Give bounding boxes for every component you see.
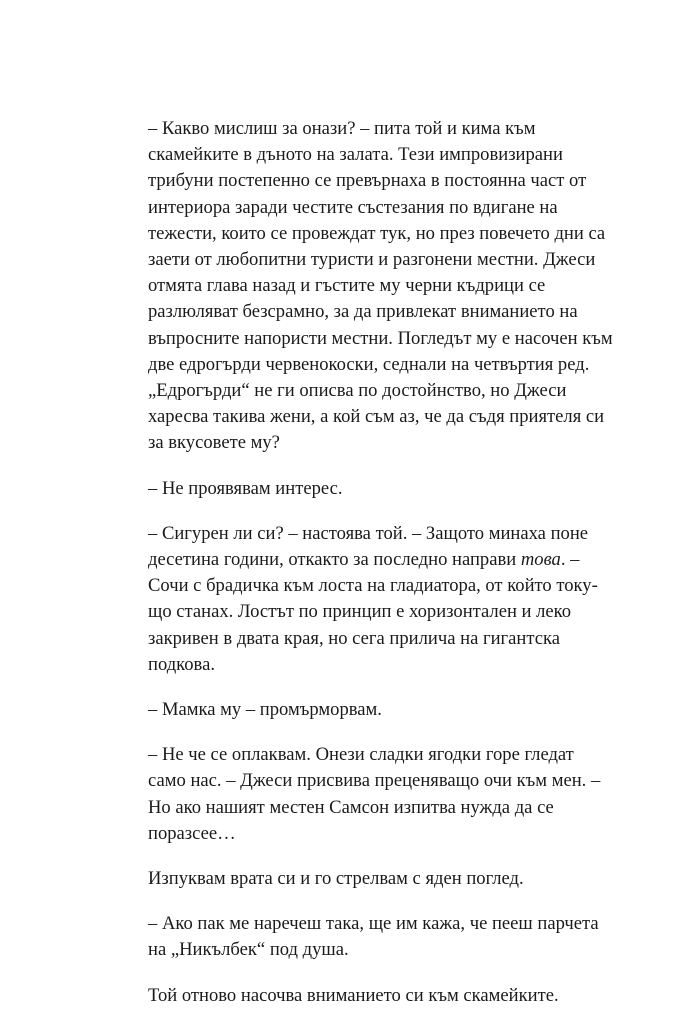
paragraph-1 bbox=[148, 116, 613, 457]
paragraph-8 bbox=[148, 983, 568, 1009]
text-line: закривен в двата края, но сега прилича на гигантска bbox=[148, 627, 560, 649]
text-line: поразсее… bbox=[148, 822, 236, 844]
text-line: „Едрогърди“ не ги описва по достойнство, но Джеси bbox=[148, 380, 567, 402]
text-line: – Не проявявам интерес. bbox=[148, 477, 343, 499]
text-line: – Не че се оплаквам. Онези сладки ягодки горе гледат bbox=[148, 744, 574, 766]
text-line: заети от любопитни туристи и разгонени местни. Джеси bbox=[148, 249, 596, 271]
text-segment: . – bbox=[560, 549, 580, 571]
text-line: – Мамка му – промърморвам. bbox=[148, 699, 382, 721]
text-line: на „Никълбек“ под душа. bbox=[148, 939, 349, 961]
paragraph-6 bbox=[148, 866, 568, 892]
text-line: скамейките в дъното на залата. Тези импровизирани bbox=[148, 144, 563, 166]
paragraph-3 bbox=[148, 521, 598, 678]
text-line: трибуни постепенно се превърнаха в постоянна част от bbox=[148, 170, 587, 192]
text-line: разлюляват безсрамно, за да привлекат вниманието на bbox=[148, 301, 578, 323]
text-line: – Какво мислиш за онази? – пита той и кима към bbox=[148, 118, 536, 139]
text-line: подкова. bbox=[148, 653, 215, 675]
text-line-with-emphasis bbox=[148, 547, 580, 573]
text-line: две едрогърди червенокоски, седнали на четвъртия ред. bbox=[148, 353, 590, 375]
text-line: Сочи с брадичка към лоста на гладиатора, от който току- bbox=[148, 575, 598, 597]
text-line: – Сигурен ли си? – настоява той. – Защото минаха поне bbox=[148, 522, 589, 544]
text-segment: десетина години, откакто за последно направи bbox=[148, 549, 521, 571]
text-line: интериора заради честите състезания по вдигане на bbox=[148, 196, 558, 218]
text-line: въпросните напористи местни. Погледът му е насочен към bbox=[148, 327, 613, 349]
paragraph-5 bbox=[148, 742, 601, 847]
paragraph-7 bbox=[148, 911, 599, 963]
paragraph-4 bbox=[148, 697, 568, 723]
text-line: само нас. – Джеси присвива преценяващо очи към мен. – bbox=[148, 770, 601, 792]
text-line: харесва такива жени, а кой съм аз, че да съдя приятеля си bbox=[148, 406, 605, 428]
text-line: за вкусовете му? bbox=[148, 432, 280, 454]
text-line: отмята глава назад и гъстите му черни къдрици се bbox=[148, 275, 546, 297]
text-line: Изпуквам врата си и го стрелвам с яден поглед. bbox=[148, 868, 524, 890]
emphasis-text: това bbox=[520, 549, 561, 571]
text-line: тежести, които се провеждат тук, но през повечето дни са bbox=[148, 222, 606, 244]
body-text bbox=[148, 116, 613, 1028]
text-line: Но ако нашият местен Самсон изпитва нужда да се bbox=[148, 796, 554, 818]
text-line: Той отново насочва вниманието си към скамейките. bbox=[148, 984, 559, 1006]
text-line: що станах. Лостът по принцип е хоризонтален и леко bbox=[148, 601, 572, 623]
paragraph-2 bbox=[148, 476, 568, 502]
text-line: – Ако пак ме наречеш така, ще им кажа, че пееш парчета bbox=[148, 913, 599, 935]
